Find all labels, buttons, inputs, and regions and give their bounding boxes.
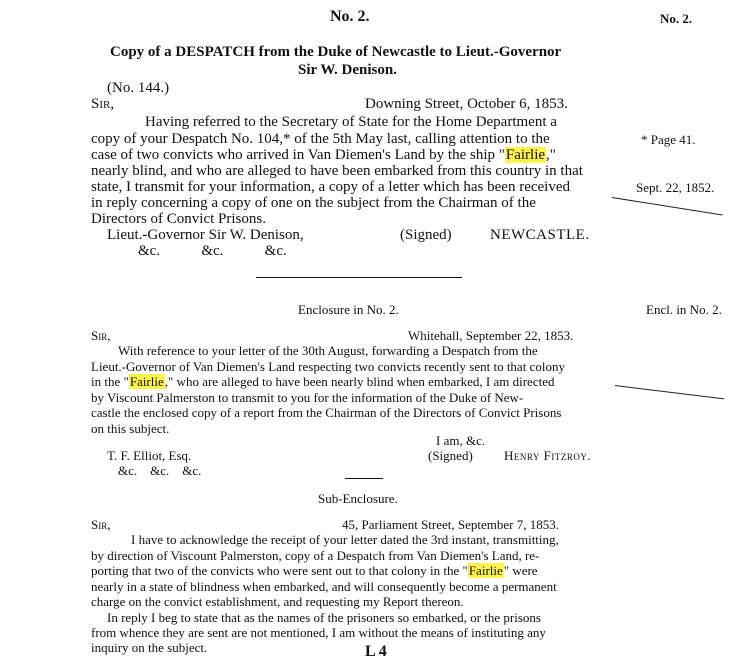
enclosure-body-line: castle the enclosed copy of a report from the Chairman of the Directors of Convict Prisons: [91, 405, 562, 420]
enclosure-closing: I am, &c.: [436, 433, 486, 448]
despatch-body-line: in reply concerning a copy of one on the subject from the Chairman of the: [91, 195, 536, 211]
sub-enclosure-body-line: nearly in a state of blindness when embarked, and will consequently become a permanent: [91, 579, 557, 594]
despatch-salutation: Sir,: [91, 96, 115, 112]
highlight-fairlie: Fairlie: [129, 374, 164, 389]
section-divider: [256, 277, 462, 278]
sub-enclosure-body-line: by direction of Viscount Palmerston, copy of a Despatch from Van Diemen's Land, re-: [91, 548, 540, 563]
despatch-body-line: nearly blind, and who are alleged to have been embarked from this country in that: [91, 163, 583, 179]
enclosure-body-line: on this subject.: [91, 421, 170, 436]
despatch-place-date: Downing Street, October 6, 1853.: [365, 96, 568, 112]
document-title-line1: Copy of a DESPATCH from the Duke of Newcastle to Lieut.-Governor: [110, 44, 562, 60]
margin-number: No. 2.: [660, 11, 693, 26]
margin-pointer-line: [615, 385, 724, 399]
despatch-body-line: state, I transmit for your information, a copy of a letter which has been received: [91, 179, 570, 195]
enclosure-body-line: by Viscount Palmerston to transmit to you for the information of the Duke of New-: [91, 390, 524, 405]
despatch-addressee: Lieut.-Governor Sir W. Denison,: [107, 227, 304, 243]
sub-enclosure-body-line: porting that two of the convicts who were sent out to that colony in the "Fairlie" were: [91, 563, 538, 578]
sub-enclosure-body-line: from whence they are sent are not mentioned, I am without the means of instituting any: [91, 625, 546, 640]
enclosure-salutation: Sir,: [91, 328, 111, 343]
enclosure-body-line: in the "Fairlie," who are alleged to have been nearly blind when embarked, I am directed: [91, 374, 555, 389]
signature-mark: L 4: [365, 643, 387, 660]
despatch-ref: (No. 144.): [107, 80, 170, 96]
enclosure-signer: Henry Fitzroy.: [504, 448, 592, 463]
sub-enclosure-body-line: I have to acknowledge the receipt of your letter dated the 3rd instant, transmitting,: [131, 532, 559, 547]
margin-note-page: * Page 41.: [641, 132, 696, 147]
enclosure-body-line: With reference to your letter of the 30th August, forwarding a Despatch from the: [118, 343, 538, 358]
enclosure-signed: (Signed): [428, 448, 473, 463]
enclosure-margin-label: Encl. in No. 2.: [646, 302, 722, 317]
enclosure-body-line: Lieut.-Governor of Van Diemen's Land respecting two convicts recently sent to that colony: [91, 359, 565, 374]
margin-note-date: Sept. 22, 1852.: [636, 180, 715, 195]
sub-enclosure-heading: Sub-Enclosure.: [318, 491, 398, 506]
despatch-body-line: copy of your Despatch No. 104,* of the 5th May last, calling attention to the: [91, 131, 550, 147]
despatch-body-line: case of two convicts who arrived in Van Diemen's Land by the ship "Fairlie,": [91, 147, 556, 163]
margin-pointer-line: [612, 197, 723, 216]
section-divider: [345, 478, 383, 479]
sub-enclosure-place-date: 45, Parliament Street, September 7, 1853.: [342, 517, 559, 532]
highlight-fairlie: Fairlie: [505, 147, 546, 163]
sub-enclosure-body-line: charge on the convict establishment, and requesting my Report thereon.: [91, 594, 464, 609]
despatch-body-line: Having referred to the Secretary of State for the Home Department a: [145, 114, 557, 130]
sub-enclosure-body-line: inquiry on the subject.: [91, 640, 208, 655]
enclosure-heading: Enclosure in No. 2.: [298, 302, 399, 317]
despatch-signed: (Signed): [400, 227, 452, 243]
highlight-fairlie: Fairlie: [468, 563, 503, 578]
despatch-etc: &c. &c. &c.: [138, 243, 287, 259]
despatch-body-line: Directors of Convict Prisons.: [91, 211, 266, 227]
document-title-line2: Sir W. Denison.: [298, 62, 397, 78]
sub-enclosure-salutation: Sir,: [91, 517, 111, 532]
despatch-signer: NEWCASTLE.: [490, 227, 590, 243]
enclosure-etc: &c. &c. &c.: [118, 463, 202, 478]
enclosure-addressee: T. F. Elliot, Esq.: [107, 448, 192, 463]
document-number: No. 2.: [330, 8, 370, 25]
sub-enclosure-body-line: In reply I beg to state that as the names of the prisoners so embarked, or the prisons: [107, 610, 541, 625]
enclosure-place-date: Whitehall, September 22, 1853.: [408, 328, 574, 343]
